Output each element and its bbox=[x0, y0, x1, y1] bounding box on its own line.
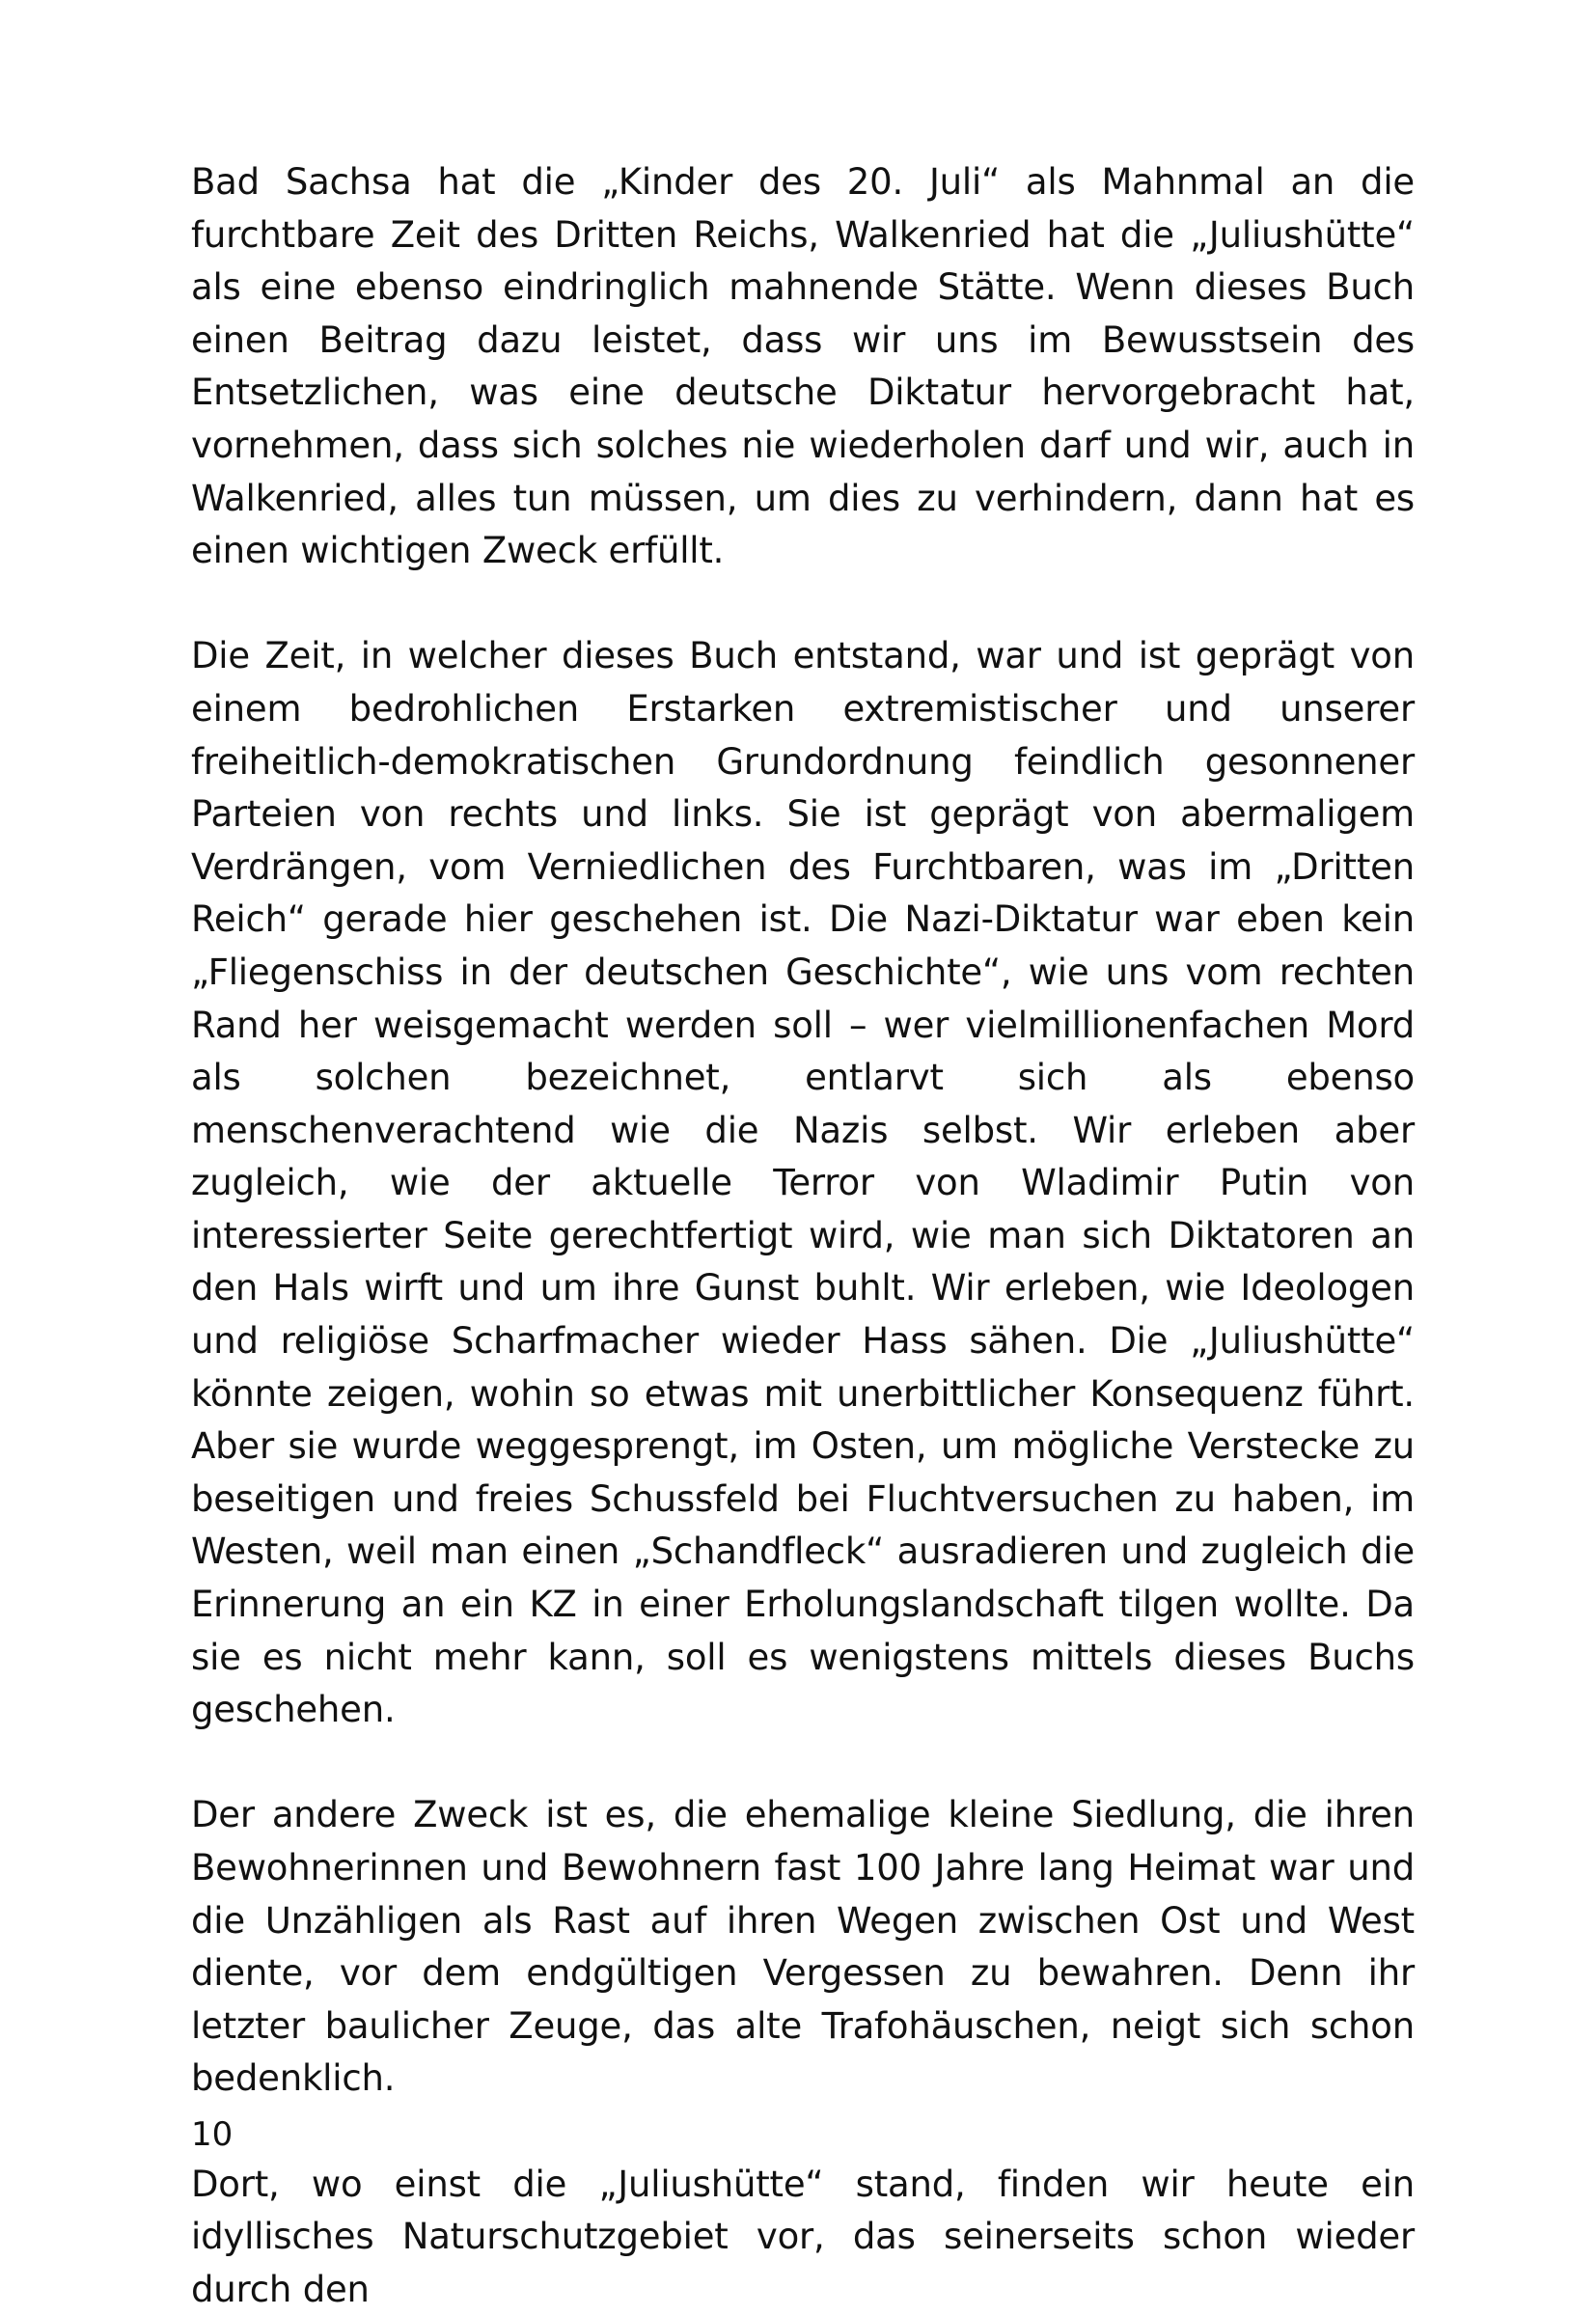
paragraph-1: Bad Sachsa hat die „Kinder des 20. Juli“ als Mahnmal an die furchtbare Zeit des Dritten Reichs, Walkenried hat die „Juliushütte“ als eine ebenso eindringlich mahnende Stätte. Wenn dieses Buch einen Beitrag dazu leistet, dass wir uns im Bewusstsein des Entsetzlichen, was eine deutsche Diktatur hervorgebracht hat, vornehmen, dass sich solches nie wiederholen darf und wir, auch in Walkenried, alles tun müssen, um dies zu verhindern, dann hat es einen wichtigen Zweck erfüllt. bbox=[191, 161, 1415, 572]
page-number: 10 bbox=[191, 2115, 234, 2154]
paragraph-2: Die Zeit, in welcher dieses Buch entstand, war und ist geprägt von einem bedrohlichen Erstarken extremistischer und unserer freiheitlich-demokratischen Grundordnung feindlich gesonnener Parteien von rechts und links. Sie ist geprägt von abermaligem Verdrängen, vom Verniedlichen des Furchtbaren, was im „Dritten Reich“ gerade hier geschehen ist. Die Nazi-Diktatur war eben kein „Fliegenschiss in der deutschen Geschichte“, wie uns vom rechten Rand her weisgemacht werden soll – wer vielmillionenfachen Mord als solchen bezeichnet, entlarvt sich als ebenso menschenverachtend wie die Nazis selbst. Wir erleben aber zugleich, wie der aktuelle Terror von Wladimir Putin von interessierter Seite gerechtfertigt wird, wie man sich Diktatoren an den Hals wirft und um ihre Gunst buhlt. Wir erleben, wie Ideologen und religiöse Scharfmacher wieder Hass sähen. Die „Juliushütte“ könnte zeigen, wohin so etwas mit unerbittlicher Konsequenz führt. Aber sie wurde weggesprengt, im Osten, um mögliche Verstecke zu beseitigen und freies Schussfeld bei Fluchtversuchen zu haben, im Westen, weil man einen „Schandfleck“ ausradieren und zugleich die Erinnerung an ein KZ in einer Erholungslandschaft tilgen wollte. Da sie es nicht mehr kann, soll es wenigstens mittels dieses Buchs geschehen. bbox=[191, 635, 1415, 1731]
page-body bbox=[191, 156, 1415, 2316]
paragraph-3: Der andere Zweck ist es, die ehemalige kleine Siedlung, die ihren Bewohnerinnen und Bewohnern fast 100 Jahre lang Heimat war und die Unzähligen als Rast auf ihren Wegen zwischen Ost und West diente, vor dem endgültigen Vergessen zu bewahren. Denn ihr letzter baulicher Zeuge, das alte Trafohäuschen, neigt sich schon bedenklich. bbox=[191, 1794, 1415, 2100]
paragraph-4: Dort, wo einst die „Juliushütte“ stand, finden wir heute ein idyllisches Naturschutzgebiet vor, das seinerseits schon wieder durch den bbox=[191, 2163, 1415, 2310]
